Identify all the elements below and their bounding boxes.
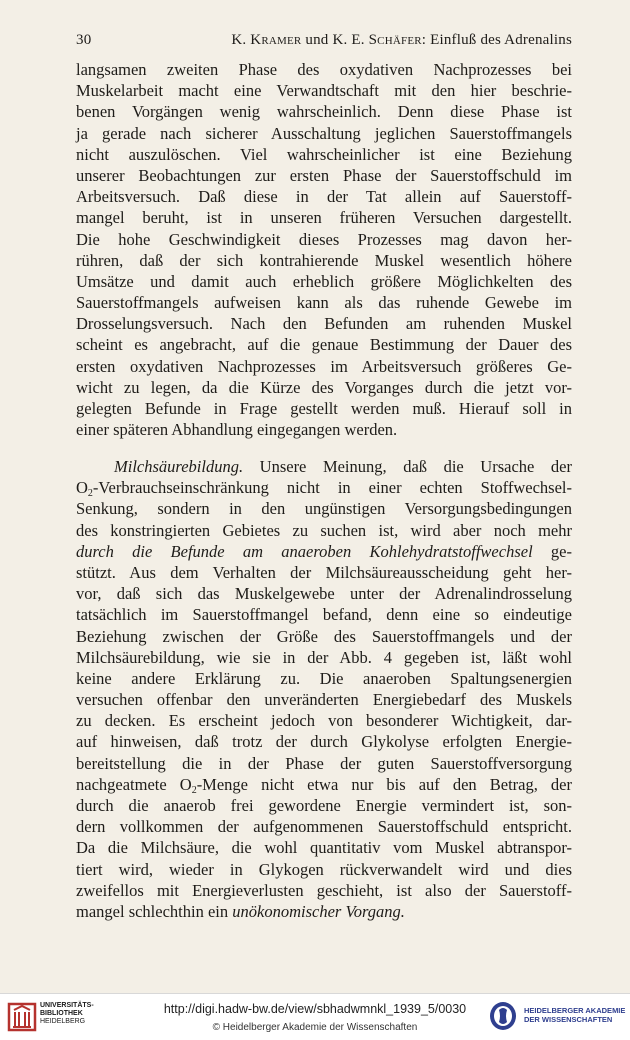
text-line: Sauerstoffmangels aufweisen kann als das ruhende Gewebe im: [76, 293, 572, 313]
text-line: gelegten Befunde in Frage gestellt werden muß. Hierauf soll in: [76, 399, 572, 418]
text-line: auf hinweisen, daß trotz der durch Glykolyse erfolgten Energie-: [76, 732, 572, 752]
text-line: wicht zu legen, da die Kürze des Vorganges durch die jetzt vor-: [76, 377, 572, 397]
text-line: nicht auszulöschen. Viel wahrscheinlicher ist eine Beziehung: [76, 144, 572, 164]
text-line: zweifellos mit Energieverlusten geschieht, ist also der Sauerstoff-: [76, 880, 572, 900]
text-line: zu decken. Es erscheint jedoch von besonderer Wichtigkeit, dar-: [76, 711, 572, 731]
text-line: ja gerade nach sicherer Ausschaltung jeglichen Sauerstoffmangels: [76, 123, 572, 143]
text-line: Senkung, sondern in den ungünstigen Versorgungsbedingungen: [76, 499, 572, 519]
text-line: stützt. Aus dem Verhalten der Milchsäureausscheidung geht her-: [76, 562, 572, 582]
text-line: mangel beruht, ist in unseren früheren Versuchen dargestellt.: [76, 208, 572, 228]
page-number: 30: [76, 32, 92, 48]
text-line: keine andere Erklärung zu. Die anaeroben Spaltungsenergien: [76, 668, 572, 688]
text-line: langsamen zweiten Phase des oxydativen Nachprozesses bei: [76, 60, 572, 79]
text-line: scheint es angebracht, auf die genaue Bestimmung der Dauer des: [76, 335, 572, 355]
author2-name: Schäfer: [368, 32, 422, 48]
copyright-notice: © Heidelberger Akademie der Wissenschaften: [212, 1022, 418, 1033]
permalink-url[interactable]: http://digi.hadw-bw.de/view/sbhadwmnkl_1939_5/0030: [163, 1002, 467, 1016]
text-line: mangel schlechthin ein unökonomischer Vorgang.: [76, 901, 405, 921]
text-line: des konstringierten Gebietes zu suchen ist, wird aber noch mehr: [76, 520, 572, 540]
text-line: durch die Befunde am anaeroben Kohlehydratstoffwechsel ge-: [76, 541, 572, 561]
text-line: Muskelarbeit macht eine Verwandtschaft mit den hier beschrie-: [76, 81, 572, 101]
text-line: dern vollkommen der aufgenommenen Sauerstoffschuld entspricht.: [76, 817, 572, 837]
text-line: versuchen offenbar den unveränderten Energiebedarf des Muskels: [76, 690, 572, 710]
text-line: Umsätze und damit auch erheblich größere Möglichkelten des: [76, 271, 572, 291]
text-line: unserer Beobachtungen zur ersten Phase der Sauerstoffschuld im: [76, 165, 572, 185]
running-title: K. Kramer und K. E. Schäfer: Einfluß des Adrenalins: [231, 32, 572, 48]
text-line: Da die Milchsäure, die wohl quantitativ vom Muskel abtranspor-: [76, 838, 572, 858]
academy-logo-icon[interactable]: [488, 1000, 518, 1032]
section-heading-italic: Milchsäurebildung.: [114, 457, 244, 476]
text-line: ersten oxydativen Nachprozesses im Arbeitsversuch größeres Ge-: [76, 356, 572, 376]
text-line: einer späteren Abhandlung eingegangen werden.: [76, 420, 398, 440]
text-line: $O_2$-Verbrauchseinschränkung nicht in einer echten Stoffwechsel-: [76, 478, 572, 500]
text-line: rühren, daß der sich kontrahierende Muskel wesentlich höhere: [76, 250, 572, 270]
text-line: Beziehung zwischen der Größe des Sauerstoffmangels und der: [76, 626, 572, 646]
text-line: benen Vorgängen wenig wahrscheinlich. Denn diese Phase ist: [76, 102, 572, 122]
text-line: Milchsäurebildung. Unsere Meinung, daß die Ursache der: [114, 457, 572, 476]
text-line: durch die anaerob frei gewordene Energie vermindert ist, son-: [76, 796, 572, 815]
text-line: bereitstellung die in der Phase der guten Sauerstoffversorgung: [76, 753, 572, 773]
author1-name: Kramer: [250, 32, 302, 48]
text-line: tatsächlich im Sauerstoffmangel befand, denn eine so eindeutige: [76, 605, 572, 625]
viewer-footer: [0, 993, 630, 1040]
text-line: Arbeitsversuch. Daß diese in der Tat allein auf Sauerstoff-: [76, 187, 572, 207]
text-line: vor, daß sich das Muskelgewebe unter der Adrenalindrosselung: [76, 584, 572, 604]
text-line: Die hohe Geschwindigkeit dieses Prozesses mag davon her-: [76, 229, 572, 249]
academy-name: HEIDELBERGER AKADEMIE DER WISSENSCHAFTEN: [524, 1006, 626, 1024]
running-header: [76, 32, 572, 54]
paragraph-1: [76, 59, 572, 440]
text-line: Drosselungsversuch. Nach den Befunden am ruhenden Muskel: [76, 314, 572, 334]
text-line: tiert wird, wieder in Glykogen rückverwandelt wird und dies: [76, 859, 572, 879]
text-line: nachgeatmete $O_2$-Menge nicht etwa nur bis auf den Betrag, der: [76, 774, 572, 796]
paragraph-2: [76, 456, 572, 922]
university-library-name: UNIVERSITÄTS- BIBLIOTHEK HEIDELBERG: [40, 1002, 94, 1025]
text-line: Milchsäurebildung, wie sie in der Abb. 4 gegeben ist, läßt wohl: [76, 647, 572, 667]
